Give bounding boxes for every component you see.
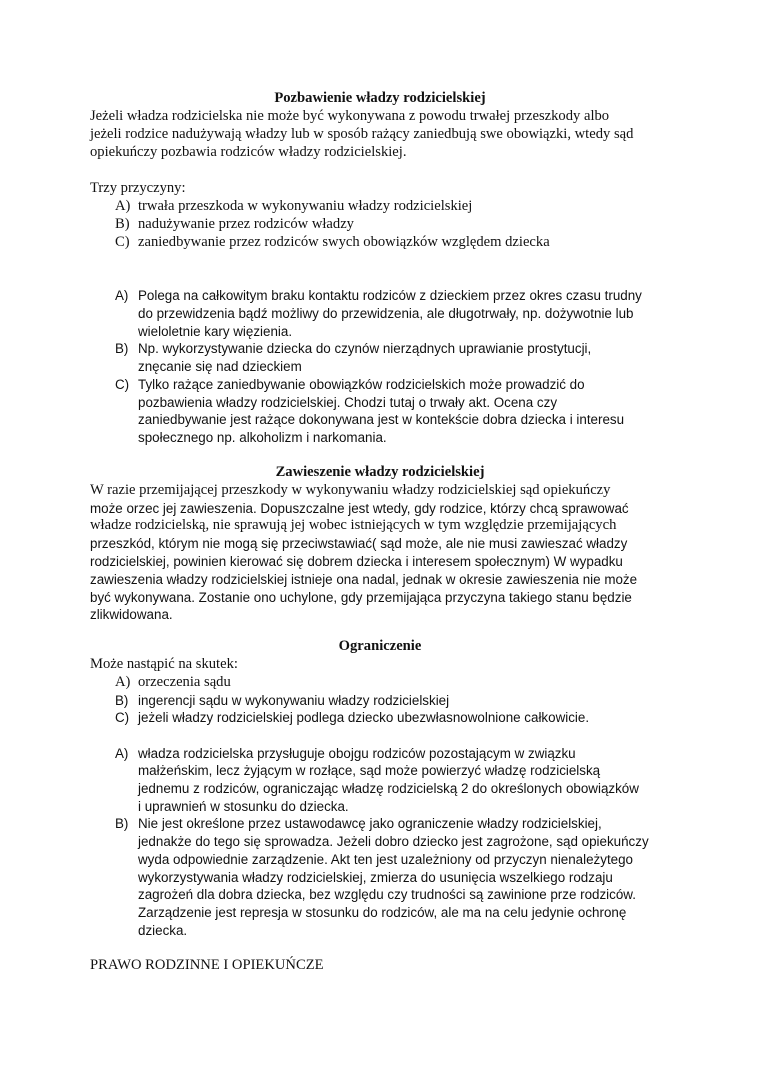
list-item-continuation: jednakże do tego się sprowadza. Jeżeli dobro dziecko jest zagrożone, sąd opiekuńczy [138, 834, 649, 849]
list-marker: B) [115, 341, 129, 356]
list-item-continuation: wykorzystywania władzy rodzicielskiej, zmierza do usunięcia wszelkiego rodzaju [138, 870, 613, 885]
list-item-continuation: wyda odpowiednie zarządzenie. Akt ten jest uzależniony od przyczyn nienależytego [138, 852, 634, 867]
list-item-continuation: dziecka. [138, 923, 188, 938]
list-item-continuation: jednemu z rodziców, ograniczając władzę rodzicielską 2 do określonych obowiązków [138, 781, 639, 796]
list-item-text: jeżeli władzy rodzicielskiej podlega dziecko ubezwłasnowolnione całkowicie. [138, 710, 590, 725]
list-item-continuation: zagrożeń dla dobra dziecka, bez względu czy trudności są zawinione prze rodziców. [138, 887, 636, 902]
list-marker: C) [115, 710, 130, 725]
list-item-continuation: wieloletnie kary więzienia. [138, 324, 293, 339]
paragraph-line: przeszkód, którym nie mogą się przeciwstawiać( sąd może, ale nie musi zawieszać władzy [90, 536, 628, 551]
list-marker: A) [115, 674, 131, 690]
list-item-continuation: do przewidzenia bądź możliwy do przewidzenia, ale długotrwały, np. dożywotnie lub [138, 306, 634, 321]
list-item-text: orzeczenia sądu [138, 674, 231, 690]
list-item-text: ingerencji sądu w wykonywaniu władzy rodzicielskiej [138, 693, 450, 708]
section-title-ograniczenie: Ograniczenie [338, 638, 422, 654]
paragraph-line: zawieszenia władzy rodzicielskiej istnieje ona nadal, jednak w okresie zawieszenia nie może [90, 572, 638, 587]
section-title-zawieszenie: Zawieszenie władzy rodzicielskiej [275, 464, 485, 480]
reasons-label: Trzy przyczyny: [90, 180, 186, 196]
paragraph-line: może orzec jej zawieszenia. Dopuszczalne jest wtedy, gdy rodzice, którzy chcą sprawować [90, 501, 629, 516]
list-item-text: Nie jest określone przez ustawodawcę jako ograniczenie władzy rodzicielskiej, [138, 816, 602, 831]
paragraph-line: być wykonywana. Zostanie ono uchylone, gdy przemijająca przyczyna takiego stanu będzie [90, 590, 632, 605]
list-item-text: nadużywanie przez rodziców władzy [138, 216, 354, 232]
list-marker: A) [115, 746, 129, 761]
list-marker: C) [115, 234, 130, 250]
footer-title: PRAWO RODZINNE I OPIEKUŃCZE [90, 957, 324, 973]
list-marker: B) [115, 693, 129, 708]
list-item-text: władza rodzicielska przysługuje obojgu rodziców pozostającym w związku [138, 746, 576, 761]
list-item-text: Polega na całkowitym braku kontaktu rodziców z dzieckiem przez okres czasu trudny [138, 288, 642, 303]
paragraph-line: opiekuńczy pozbawia rodziców władzy rodzicielskiej. [90, 144, 407, 160]
list-item-continuation: Zarządzenie jest represja w stosunku do rodziców, ale ma na celu jedynie ochronę [138, 905, 627, 920]
paragraph-line: władze rodzicielską, nie sprawują jej wobec istniejących w tym względzie przemijających [90, 517, 617, 533]
list-marker: A) [115, 198, 131, 214]
list-item-continuation: małżeńskim, lecz żyjącym w rozłące, sąd może powierzyć władzę rodzicielską [138, 763, 601, 778]
causes-label: Może nastąpić na skutek: [90, 656, 238, 672]
paragraph-line: zlikwidowana. [90, 607, 173, 622]
section-title-pozbawienie: Pozbawienie władzy rodzicielskiej [274, 90, 486, 106]
list-item-continuation: zaniedbywanie jest rażące dokonywana jest w kontekście dobra dziecka i interesu [138, 412, 625, 427]
list-marker: B) [115, 816, 129, 831]
list-item-continuation: społecznego np. alkoholizm i narkomania. [138, 430, 387, 445]
paragraph-line: jeżeli rodzice nadużywają władzy lub w sposób rażący zaniedbują swe obowiązki, wtedy sąd [90, 126, 634, 142]
list-item-text: zaniedbywanie przez rodziców swych obowiązków względem dziecka [138, 234, 550, 250]
list-item-continuation: pozbawienia władzy rodzicielskiej. Chodzi tutaj o trwały akt. Ocena czy [138, 395, 558, 410]
list-item-continuation: i uprawnień w stosunku do dziecka. [138, 799, 349, 814]
list-marker: C) [115, 377, 130, 392]
paragraph-line: rodzicielskiej, powinien kierować się dobrem dziecka i interesem społecznym) W wypadku [90, 554, 623, 569]
list-item-text: Tylko rażące zaniedbywanie obowiązków rodzicielskich może prowadzić do [138, 377, 585, 392]
list-marker: A) [115, 288, 129, 303]
list-item-text: trwała przeszkoda w wykonywaniu władzy rodzicielskiej [138, 198, 473, 214]
paragraph-line: W razie przemijającej przeszkody w wykonywaniu władzy rodzicielskiej sąd opiekuńczy [90, 482, 611, 498]
paragraph-line: Jeżeli władza rodzicielska nie może być wykonywana z powodu trwałej przeszkody albo [90, 108, 610, 124]
list-item-continuation: znęcanie się nad dzieckiem [138, 359, 302, 374]
list-item-text: Np. wykorzystywanie dziecka do czynów nierządnych uprawianie prostytucji, [138, 341, 592, 356]
list-marker: B) [115, 216, 130, 232]
